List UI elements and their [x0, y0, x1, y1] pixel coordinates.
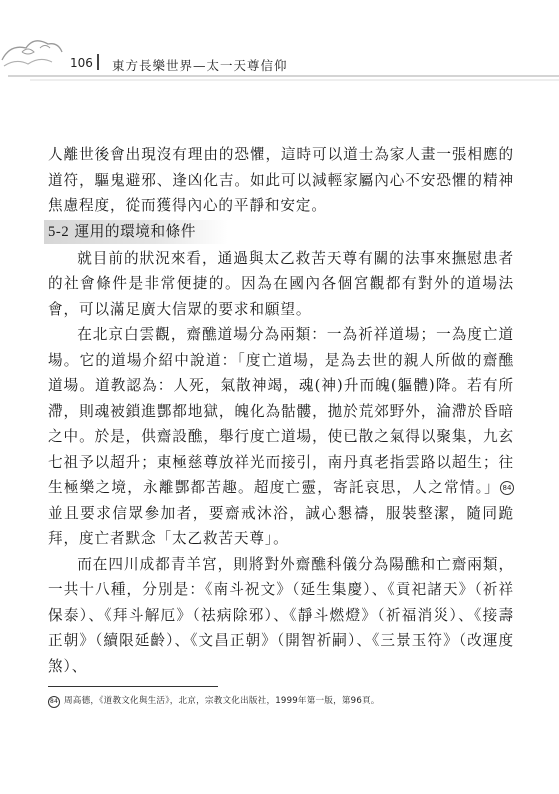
footnote-text: 周高德，《道教文化與生活》，北京，宗教文化出版社，1999年第一版，第96頁。 [64, 696, 380, 706]
paragraph: 就目前的狀況來看，通過與太乙救苦天尊有關的法事來撫慰患者的社會條件是非常便捷的。因為在國內各個宮觀都有對外的道場法會，可以滿足廣大信眾的要求和願望。 [48, 249, 514, 318]
footnote-reference[interactable]: 84 [500, 481, 514, 495]
footnote-mark: 84 [48, 696, 60, 708]
section-title: 運用的環境和條件 [74, 222, 197, 240]
section-number: 5-2 [48, 223, 70, 240]
footnote [48, 694, 380, 708]
header-divider [97, 54, 99, 70]
running-title: 東方長樂世界—太一天尊信仰 [112, 58, 288, 73]
footnote-rule [48, 686, 218, 687]
paragraph-text: 在北京白雲觀，齋醮道場分為兩類：一為祈祥道場；一為度亡道場。它的道場介紹中說道：「度亡道場，是為去世的親人所做的齋醮道場。道教認為：人死，氣散神竭，魂(神)升而魄(軀體)降。若有所滯，則魂被鎖進酆都地獄，魄化為骷髏，拋於荒郊野外，淪滯於昏暗之中。於是，供齋設醮，舉行度亡道場，使已散之氣得以聚集，九玄七祖予以超升；東極慈尊放祥光而接引，南丹真老指雲路以超生；往生極樂之境，永離酆都苦趣。超度亡靈，寄託哀思，人之常情。」 [48, 326, 514, 496]
paragraph [48, 322, 514, 552]
page-body [48, 142, 514, 679]
paragraph-text: 並且要求信眾參加者，要齋戒沐浴，誠心懇禱，服裝整潔，隨同跪拜，度亡者默念「太乙救苦天尊」。 [48, 504, 514, 547]
paragraph: 而在四川成都青羊宮，則將對外齋醮科儀分為陽醮和亡齋兩類，一共十八種，分別是：《南斗祝文》（延生集慶）、《貢祀諸天》（祈祥保泰）、《拜斗解厄》（祛病除邪）、《靜斗燃燈》（祈福消災）、《接壽正朝》（續限延齡）、《文昌正朝》（開智祈嗣）、《三景玉符》（改運度煞）、 [48, 555, 514, 675]
paragraph-continued: 人離世後會出現沒有理由的恐懼，這時可以道士為家人畫一張相應的道符，驅鬼避邪、逢凶化吉。如此可以減輕家屬內心不安恐懼的精神焦慮程度，從而獲得內心的平靜和安定。 [48, 146, 514, 214]
page-header [0, 30, 559, 90]
section-heading [44, 220, 228, 244]
page-number: 106 [70, 56, 93, 70]
